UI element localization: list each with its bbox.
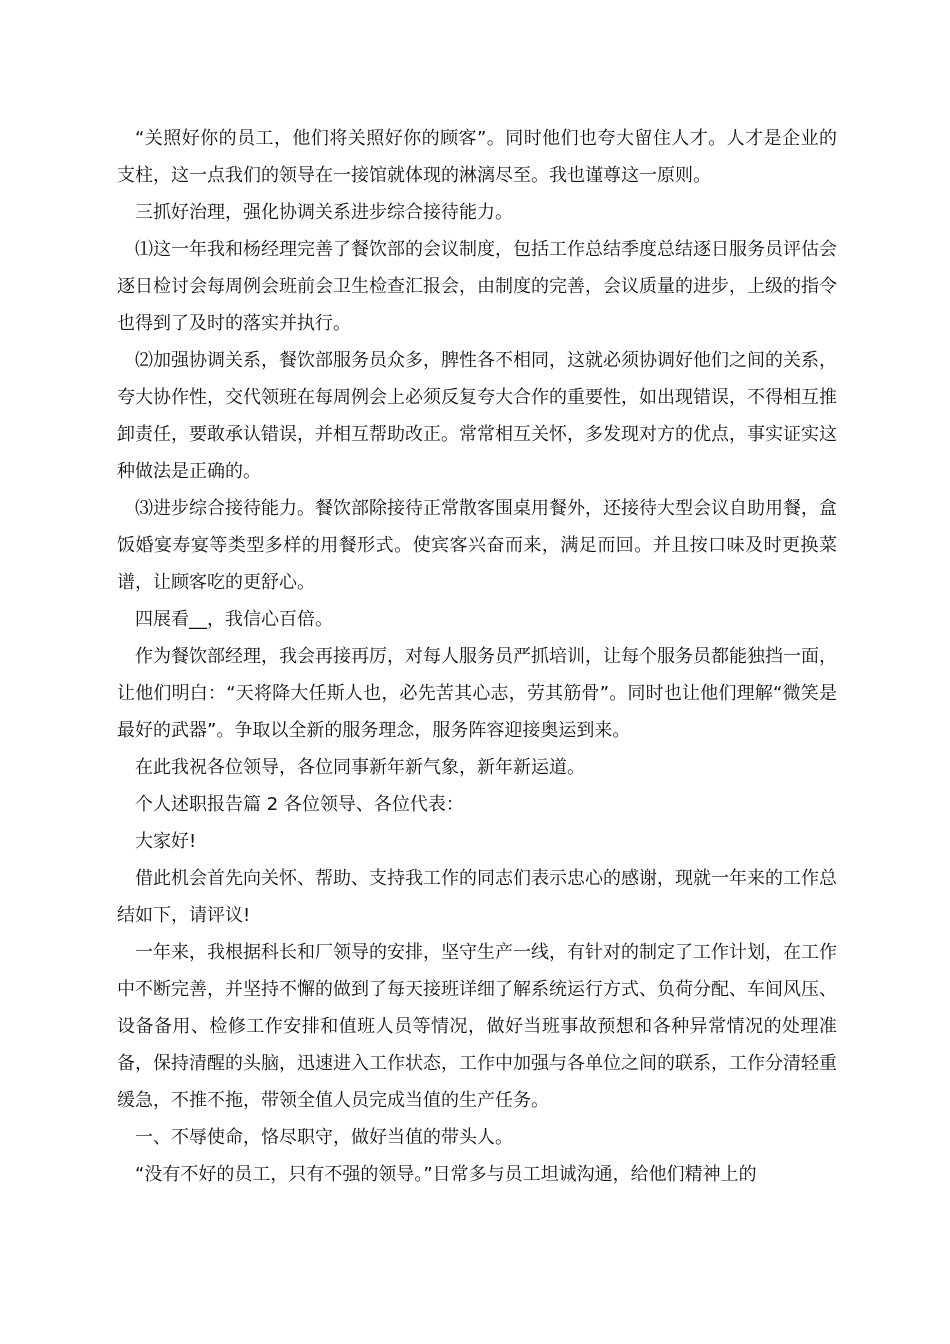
paragraph-3: ⑴这一年我和杨经理完善了餐饮部的会议制度，包括工作总结季度总结逐日服务员评估会逐日检讨会每周例会班前会卫生检查汇报会，由制度的完善，会议质量的进步，上级的指令也得到了及时的落实并执行。 [117, 239, 837, 334]
paragraph-7: 作为餐饮部经理，我会再接再厉，对每人服务员严抓培训，让每个服务员都能独挡一面，让他们明白：“天将降大任斯人也，必先苦其心志，劳其筋骨”。同时也让他们理解“微笑是最好的武器”。争取以全新的服务理念，服务阵容迎接奥运到来。 [117, 646, 837, 741]
paragraph-14: “没有不好的员工，只有不强的领导。”日常多与员工坦诚沟通，给他们精神上的 [135, 1164, 757, 1185]
paragraph-9: 个人述职报告篇 2 各位领导、各位代表： [135, 794, 464, 815]
paragraph-12: 一年来，我根据科长和厂领导的安排，坚守生产一线，有针对的制定了工作计划，在工作中不断完善，并坚持不懈的做到了每天接班详细了解系统运行方式、负荷分配、车间风压、设备备用、检修工作安排和值班人员等情况，做好当班事故预想和各种异常情况的处理准备，保持清醒的头脑，迅速进入工作状态，工作中加强与各单位之间的联系，工作分清轻重缓急，不推不拖，带领全值人员完成当值的生产任务。 [117, 942, 837, 1111]
paragraph-13: 一、不辱使命，恪尽职守，做好当值的带头人。 [135, 1127, 513, 1148]
paragraph-5: ⑶进步综合接待能力。餐饮部除接待正常散客围桌用餐外，还接待大型会议自助用餐，盒饭婚宴寿宴等类型多样的用餐形式。使宾客兴奋而来，满足而回。并且按口味及时更换菜谱，让顾客吃的更舒心。 [117, 498, 837, 593]
paragraph-4: ⑵加强协调关系，餐饮部服务员众多，脾性各不相同，这就必须协调好他们之间的关系，夸大协作性，交代领班在每周例会上必须反复夸大合作的重要性，如出现错误，不得相互推卸责任，要敢承认错误，并相互帮助改正。常常相互关怀，多发现对方的优点，事实证实这种做法是正确的。 [117, 350, 837, 482]
paragraph-8: 在此我祝各位领导，各位同事新年新气象，新年新运道。 [135, 757, 585, 778]
paragraph-10: 大家好! [135, 831, 197, 852]
paragraph-2: 三抓好治理，强化协调关系进步综合接待能力。 [135, 202, 513, 223]
paragraph-6: 四展看__，我信心百倍。 [135, 609, 333, 630]
paragraph-11: 借此机会首先向关怀、帮助、支持我工作的同志们表示忠心的感谢，现就一年来的工作总结如下，请评议! [117, 868, 837, 926]
document-body [117, 120, 837, 1193]
paragraph-1: “关照好你的员工，他们将关照好你的顾客”。同时他们也夸大留住人才。人才是企业的支柱，这一点我们的领导在一接馆就体现的淋漓尽至。我也谨尊这一原则。 [117, 128, 837, 186]
